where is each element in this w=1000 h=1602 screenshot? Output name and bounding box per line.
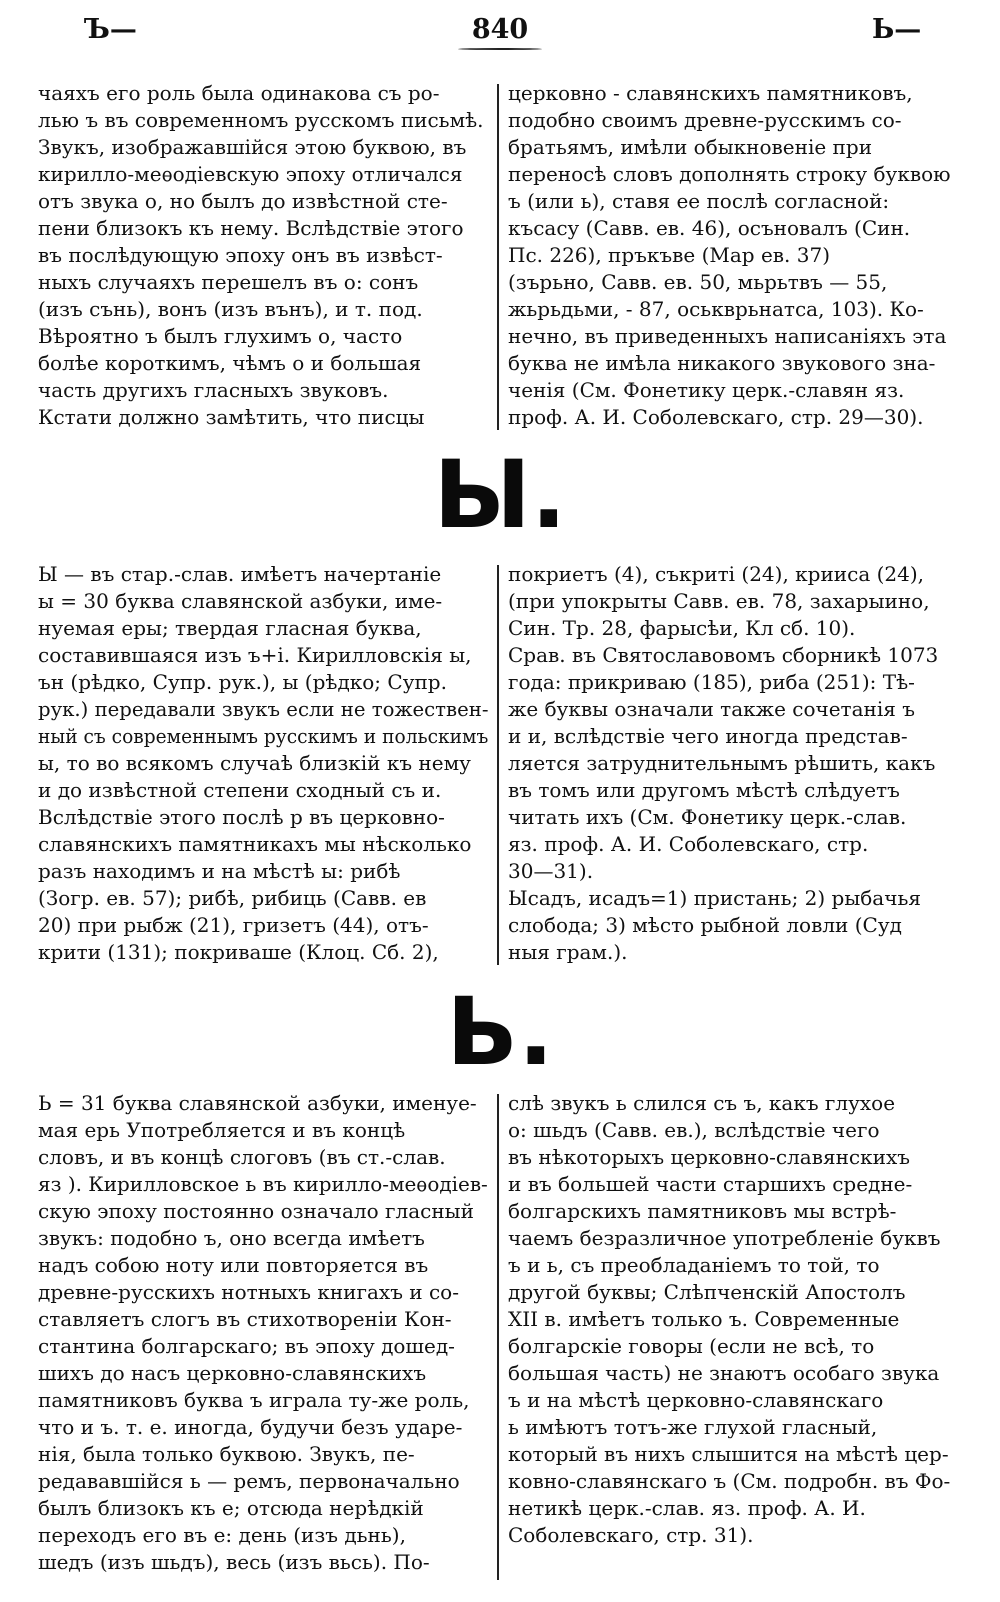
text-line: яз ). Кирилловское ь въ кирилло-меѳодіев- (38, 1172, 488, 1196)
text-line: ченія (См. Фонетику церк.-славян яз. (508, 378, 905, 402)
text-line: о: шьдъ (Савв. ев.), вслѣдствіе чего (508, 1118, 880, 1142)
text-line: который въ нихъ слышится на мѣстѣ цер- (508, 1442, 949, 1466)
text-line: (при упокрыты Савв. ев. 78, захарыино, (508, 589, 930, 613)
text-line: былъ близокъ къ е; отсюда нерѣдкій (38, 1496, 424, 1520)
text-line: жьрьдьми, - 87, оськврьнатса, 103). Ко- (508, 297, 924, 321)
section-heading-yery: Ы. (433, 441, 567, 550)
text-line: надъ собою ноту или повторяется въ (38, 1253, 429, 1277)
section3-right-column (508, 1090, 968, 1549)
text-line: года: прикриваю (185), риба (251): Тѣ- (508, 670, 915, 694)
text-line: и и, вслѣдствіе чего иногда представ- (508, 724, 908, 748)
text-line: ставляетъ слогъ въ стихотвореніи Кон- (38, 1307, 452, 1331)
text-line: ъ и на мѣстѣ церковно-славянскаго (508, 1388, 884, 1412)
section1-left-column (38, 80, 488, 431)
header-left-letter: Ъ— (84, 14, 137, 45)
text-line: XII в. имѣетъ только ъ. Современные (508, 1307, 900, 1331)
text-line: болгарскихъ памятниковъ мы встрѣ- (508, 1199, 897, 1223)
text-line: и до извѣстной степени сходный съ и. (38, 778, 442, 802)
text-line: переносѣ словъ дополнять строку буквою (508, 162, 951, 186)
section2-left-column (38, 561, 488, 966)
text-line: лью ъ въ современномъ русскомъ письмѣ. (38, 108, 484, 132)
section-heading-yer: Ь. (446, 978, 554, 1087)
text-line: что и ъ. т. е. иногда, будучи безъ ударе- (38, 1415, 463, 1439)
text-line: яз. проф. А. И. Соболевскаго, стр. (508, 832, 869, 856)
text-line: нуемая еры; твердая гласная буква, (38, 616, 422, 640)
text-line: нія, была только буквою. Звукъ, пе- (38, 1442, 415, 1466)
text-line: переходъ его въ е: день (изъ дьнь), (38, 1523, 406, 1547)
text-line: Ы — въ стар.-слав. имѣетъ начертаніе (38, 562, 442, 586)
text-line: проф. А. И. Соболевскаго, стр. 29—30). (508, 405, 924, 429)
text-line: въ томъ или другомъ мѣстѣ слѣдуетъ (508, 778, 900, 802)
text-line: же буквы означали также сочетанія ъ (508, 697, 915, 721)
text-line: въ послѣдующую эпоху онъ въ извѣст- (38, 243, 443, 267)
text-line: болгарскіе говоры (если не всѣ, то (508, 1334, 875, 1358)
text-line: ныя грам.). (508, 940, 628, 964)
text-line: и въ большей части старшихъ средне- (508, 1172, 913, 1196)
text-line: составившаяся изъ ъ+і. Кирилловскія ы, (38, 643, 472, 667)
text-line: Син. Тр. 28, фарысѣи, Кл сб. 10). (508, 616, 856, 640)
text-line: Срав. въ Святославовомъ сборникѣ 1073 (508, 643, 939, 667)
column-divider (497, 565, 499, 965)
text-line: ный съ современнымъ русскимъ и польскимъ (38, 724, 488, 748)
text-line: нетикѣ церк.-слав. яз. проф. А. И. (508, 1496, 866, 1520)
text-line: Звукъ, изображавшійся этою буквою, въ (38, 135, 467, 159)
text-line: покриетъ (4), съкриті (24), крииса (24), (508, 562, 925, 586)
text-line: редававшійся ь — ремъ, первоначально (38, 1469, 460, 1493)
text-line: нечно, въ приведенныхъ написаніяхъ эта (508, 324, 947, 348)
text-line: Соболевскаго, стр. 31). (508, 1523, 754, 1547)
text-line: славянскихъ памятникахъ мы нѣсколько (38, 832, 472, 856)
text-line: пени близокъ къ нему. Вслѣдствіе этого (38, 216, 464, 240)
text-line: късасу (Савв. ев. 46), осъновалъ (Син. (508, 216, 911, 240)
text-line: въ нѣкоторыхъ церковно-славянскихъ (508, 1145, 910, 1169)
text-line: ъ (или ь), ставя ее послѣ согласной: (508, 189, 890, 213)
text-line: ь имѣютъ тотъ-же глухой гласный, (508, 1415, 878, 1439)
section2-right-column (508, 561, 968, 966)
text-line: слѣ звукъ ь слился съ ъ, какъ глухое (508, 1091, 896, 1115)
text-line: Пс. 226), пръкъве (Мар ев. 37) (508, 243, 831, 267)
text-line: подобно своимъ древне-русскимъ со- (508, 108, 902, 132)
text-line: отъ звука о, но былъ до извѣстной сте- (38, 189, 448, 213)
text-line: Ь = 31 буква славянской азбуки, именуе- (38, 1091, 477, 1115)
text-line: церковно - славянскихъ памятниковъ, (508, 81, 913, 105)
text-line: шихъ до насъ церковно-славянскихъ (38, 1361, 427, 1385)
text-line: скую эпоху постоянно означало гласный (38, 1199, 474, 1223)
text-line: кирилло-меѳодіевскую эпоху отличался (38, 162, 463, 186)
text-line: читать ихъ (См. Фонетику церк.-слав. (508, 805, 907, 829)
text-line: ляется затруднительнымъ рѣшить, какъ (508, 751, 936, 775)
column-divider (497, 84, 499, 430)
text-line: (изъ сънь), вонъ (изъ вънъ), и т. под. (38, 297, 423, 321)
text-line: братьямъ, имѣли обыкновеніе при (508, 135, 873, 159)
text-line: (Зогр. ев. 57); рибѣ, рибиць (Савв. ев (38, 886, 427, 910)
page-number: 840 (471, 14, 529, 45)
text-line: большая часть) не знаютъ особаго звука (508, 1361, 940, 1385)
text-line: Кстати должно замѣтить, что писцы (38, 405, 425, 429)
text-line: шедъ (изъ шьдъ), весь (изъ вьсь). По- (38, 1550, 430, 1574)
text-line: буква не имѣла никакого звукового зна- (508, 351, 936, 375)
text-line: ън (рѣдко, Супр. рук.), ы (рѣдко; Супр. (38, 670, 447, 694)
text-line: болѣе короткимъ, чѣмъ о и большая (38, 351, 422, 375)
page-number-underline (458, 48, 542, 50)
text-line: ковно-славянскаго ъ (См. подробн. въ Фо- (508, 1469, 951, 1493)
text-line: крити (131); покриваше (Клоц. Сб. 2), (38, 940, 439, 964)
text-line: Ысадъ, исадъ=1) пристань; 2) рыбачья (508, 886, 921, 910)
text-line: ы, то во всякомъ случаѣ близкій къ нему (38, 751, 471, 775)
text-line: звукъ: подобно ъ, оно всегда имѣетъ (38, 1226, 425, 1250)
section1-right-column (508, 80, 968, 431)
text-line: древне-русскихъ нотныхъ книгахъ и со- (38, 1280, 459, 1304)
text-line: рук.) передавали звукъ если не тожествен- (38, 697, 488, 721)
text-line: памятниковъ буква ъ играла ту-же роль, (38, 1388, 470, 1412)
text-line: ъ и ь, съ преобладаніемъ то той, то (508, 1253, 880, 1277)
text-line: чаемъ безразличное употребленіе буквъ (508, 1226, 941, 1250)
text-line: стантина болгарскаго; въ эпоху дошед- (38, 1334, 455, 1358)
text-line: чаяхъ его роль была одинакова съ ро- (38, 81, 440, 105)
text-line: ныхъ случаяхъ перешелъ въ о: сонъ (38, 270, 419, 294)
text-line: Вѣроятно ъ былъ глухимъ о, часто (38, 324, 403, 348)
column-divider (497, 1094, 499, 1580)
text-line: Вслѣдствіе этого послѣ р въ церковно- (38, 805, 445, 829)
text-line: 30—31). (508, 859, 594, 883)
section3-left-column (38, 1090, 488, 1576)
text-line: словъ, и въ концѣ слоговъ (въ ст.-слав. (38, 1145, 446, 1169)
header-right-letter: Ь— (872, 14, 922, 45)
text-line: 20) при рыбж (21), гризетъ (44), отъ- (38, 913, 429, 937)
text-line: ы = 30 буква славянской азбуки, име- (38, 589, 443, 613)
text-line: (зърьно, Савв. ев. 50, мьрьтвъ — 55, (508, 270, 888, 294)
text-line: разъ находимъ и на мѣстѣ ы: рибѣ (38, 859, 401, 883)
text-line: другой буквы; Слѣпченскій Апостолъ (508, 1280, 906, 1304)
text-line: слобода; 3) мѣсто рыбной ловли (Суд (508, 913, 902, 937)
text-line: мая ерь Употребляется и въ концѣ (38, 1118, 406, 1142)
text-line: часть другихъ гласныхъ звуковъ. (38, 378, 389, 402)
